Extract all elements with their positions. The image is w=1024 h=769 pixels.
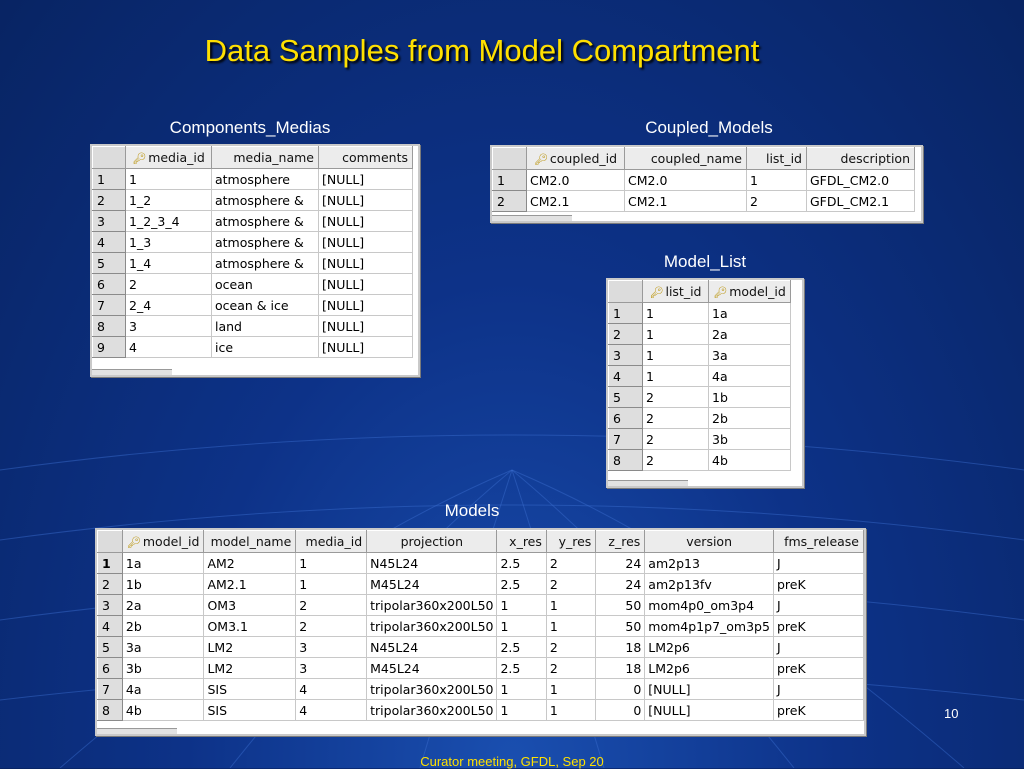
table-cell[interactable]: 50 — [596, 616, 645, 637]
table-cell[interactable]: 2b — [122, 616, 204, 637]
column-header-coupled-name[interactable]: coupled_name — [625, 148, 747, 170]
table-row[interactable] — [98, 679, 864, 700]
table-cell[interactable]: LM2 — [204, 658, 296, 679]
table-cell[interactable]: OM3.1 — [204, 616, 296, 637]
table-row[interactable] — [609, 429, 791, 450]
table-cell[interactable]: [NULL] — [319, 274, 413, 295]
table-cell[interactable]: 1 — [643, 366, 709, 387]
table-cell[interactable]: 1 — [126, 169, 212, 190]
table-cell[interactable]: atmosphere & — [212, 211, 319, 232]
models-window — [95, 528, 866, 736]
row-number[interactable]: 7 — [609, 429, 643, 450]
row-number[interactable]: 5 — [609, 387, 643, 408]
row-number[interactable]: 3 — [609, 345, 643, 366]
row-header-corner[interactable] — [609, 281, 643, 303]
key-icon: 🔑︎ — [649, 286, 664, 299]
result-tab-strip[interactable] — [608, 480, 688, 486]
table-cell[interactable]: 1 — [546, 679, 595, 700]
table-row[interactable] — [93, 316, 413, 337]
table-cell[interactable]: 3b — [122, 658, 204, 679]
table-cell[interactable]: 4a — [709, 366, 791, 387]
table-row[interactable] — [609, 324, 791, 345]
table-cell[interactable]: 2 — [643, 408, 709, 429]
row-number[interactable]: 8 — [98, 700, 123, 721]
key-icon: 🔑︎ — [132, 152, 147, 165]
table-cell[interactable]: 1b — [709, 387, 791, 408]
slide-title: Data Samples from Model Compartment — [204, 33, 760, 68]
column-header-z-res[interactable]: z_res — [596, 531, 645, 553]
table-cell[interactable]: preK — [773, 658, 863, 679]
row-number[interactable]: 7 — [98, 679, 123, 700]
table-cell[interactable]: M45L24 — [367, 574, 497, 595]
table-cell[interactable]: 4 — [296, 679, 367, 700]
table-cell[interactable]: preK — [773, 616, 863, 637]
table-cell[interactable]: [NULL] — [319, 211, 413, 232]
model-list-caption: Model_List — [663, 252, 747, 271]
table-cell[interactable]: am2p13 — [645, 553, 774, 574]
table-cell[interactable]: ice — [212, 337, 319, 358]
result-tab-strip[interactable] — [492, 215, 572, 221]
table-cell[interactable]: 2.5 — [497, 637, 546, 658]
table-cell[interactable]: OM3 — [204, 595, 296, 616]
table-cell[interactable]: 2b — [709, 408, 791, 429]
table-row[interactable] — [98, 700, 864, 721]
page-number: 10 — [944, 706, 959, 721]
table-cell[interactable]: 3 — [296, 658, 367, 679]
table-cell[interactable]: mom4p0_om3p4 — [645, 595, 774, 616]
table-cell[interactable]: 2a — [709, 324, 791, 345]
table-cell[interactable]: SIS — [204, 679, 296, 700]
table-cell[interactable]: 0 — [596, 700, 645, 721]
table-cell[interactable]: AM2 — [204, 553, 296, 574]
table-cell[interactable]: 3a — [122, 637, 204, 658]
coupled-models-table — [492, 147, 915, 212]
table-cell[interactable]: 2 — [296, 616, 367, 637]
row-number[interactable]: 4 — [93, 232, 126, 253]
key-icon: 🔑︎ — [126, 536, 141, 549]
table-cell[interactable]: J — [773, 637, 863, 658]
table-row[interactable] — [98, 595, 864, 616]
row-number[interactable]: 6 — [609, 408, 643, 429]
table-row[interactable] — [93, 190, 413, 211]
table-cell[interactable]: 2 — [546, 574, 595, 595]
components-medias-table — [92, 146, 413, 358]
table-row[interactable] — [93, 337, 413, 358]
row-number[interactable]: 1 — [98, 553, 123, 574]
table-cell[interactable]: 2 — [296, 595, 367, 616]
result-tab-strip[interactable] — [92, 369, 172, 375]
table-row[interactable] — [93, 211, 413, 232]
table-cell[interactable]: 1_3 — [126, 232, 212, 253]
table-cell[interactable]: 3b — [709, 429, 791, 450]
table-cell[interactable]: [NULL] — [319, 316, 413, 337]
components-medias-caption: Components_Medias — [169, 118, 331, 137]
table-cell[interactable]: 4 — [296, 700, 367, 721]
table-cell[interactable]: 4a — [122, 679, 204, 700]
coupled-models-caption: Coupled_Models — [645, 118, 773, 137]
table-cell[interactable]: tripolar360x200L50 — [367, 700, 497, 721]
table-cell[interactable]: 3a — [709, 345, 791, 366]
table-cell[interactable]: 2 — [643, 387, 709, 408]
table-row[interactable] — [609, 303, 791, 324]
table-cell[interactable]: AM2.1 — [204, 574, 296, 595]
table-row[interactable] — [93, 253, 413, 274]
column-header-list-id[interactable]: 🔑︎ list_id — [643, 281, 709, 303]
table-cell[interactable]: LM2p6 — [645, 658, 774, 679]
table-cell[interactable]: 2 — [546, 658, 595, 679]
table-cell[interactable]: 2 — [546, 553, 595, 574]
row-number[interactable]: 1 — [493, 170, 527, 191]
table-cell[interactable]: preK — [773, 574, 863, 595]
table-cell[interactable]: 1 — [643, 345, 709, 366]
column-header-model-id[interactable]: 🔑︎ model_id — [122, 531, 204, 553]
table-cell[interactable]: J — [773, 553, 863, 574]
table-row[interactable] — [98, 637, 864, 658]
key-icon: 🔑︎ — [533, 153, 548, 166]
column-header-media-id[interactable]: media_id — [296, 531, 367, 553]
table-cell[interactable]: GFDL_CM2.1 — [807, 191, 915, 212]
row-number[interactable]: 8 — [609, 450, 643, 471]
row-number[interactable]: 1 — [93, 169, 126, 190]
column-header-model-name[interactable]: model_name — [204, 531, 296, 553]
table-cell[interactable]: CM2.1 — [527, 191, 625, 212]
table-cell[interactable]: LM2p6 — [645, 637, 774, 658]
row-number[interactable]: 5 — [98, 637, 123, 658]
table-cell[interactable]: atmosphere & — [212, 232, 319, 253]
footer-text: Curator meeting, GFDL, Sep 20 — [420, 754, 604, 769]
table-row[interactable] — [609, 366, 791, 387]
coupled-models-window — [490, 145, 923, 223]
table-cell[interactable]: CM2.0 — [625, 170, 747, 191]
table-cell[interactable]: preK — [773, 700, 863, 721]
table-cell[interactable]: 1 — [296, 553, 367, 574]
column-header-x-res[interactable]: x_res — [497, 531, 546, 553]
table-cell[interactable]: N45L24 — [367, 553, 497, 574]
table-cell[interactable]: 3 — [126, 316, 212, 337]
column-header-list-id[interactable]: list_id — [747, 148, 807, 170]
model-list-table — [608, 280, 791, 471]
table-cell[interactable]: tripolar360x200L50 — [367, 679, 497, 700]
table-cell[interactable]: 1 — [643, 324, 709, 345]
table-cell[interactable]: 1_2_3_4 — [126, 211, 212, 232]
column-header-model-id[interactable]: 🔑︎ model_id — [709, 281, 791, 303]
table-cell[interactable]: 18 — [596, 637, 645, 658]
models-caption: Models — [444, 501, 500, 520]
column-header-fms-release[interactable]: fms_release — [773, 531, 863, 553]
table-cell[interactable]: [NULL] — [319, 232, 413, 253]
table-cell[interactable]: CM2.0 — [527, 170, 625, 191]
table-cell[interactable]: 1 — [497, 616, 546, 637]
table-cell[interactable]: 1a — [122, 553, 204, 574]
table-cell[interactable]: M45L24 — [367, 658, 497, 679]
table-cell[interactable]: 2.5 — [497, 574, 546, 595]
table-cell[interactable]: tripolar360x200L50 — [367, 616, 497, 637]
table-cell[interactable]: mom4p1p7_om3p5 — [645, 616, 774, 637]
table-cell[interactable]: 2_4 — [126, 295, 212, 316]
table-cell[interactable]: 1 — [546, 595, 595, 616]
table-cell[interactable]: [NULL] — [319, 190, 413, 211]
column-header-y-res[interactable]: y_res — [546, 531, 595, 553]
row-header-corner[interactable] — [93, 147, 126, 169]
table-cell[interactable]: atmosphere — [212, 169, 319, 190]
table-cell[interactable]: 1a — [709, 303, 791, 324]
row-number[interactable]: 5 — [93, 253, 126, 274]
table-row[interactable] — [93, 169, 413, 190]
row-number[interactable]: 4 — [609, 366, 643, 387]
table-cell[interactable]: am2p13fv — [645, 574, 774, 595]
table-cell[interactable]: 1 — [546, 616, 595, 637]
table-cell[interactable]: 18 — [596, 658, 645, 679]
table-cell[interactable]: tripolar360x200L50 — [367, 595, 497, 616]
table-row[interactable] — [609, 387, 791, 408]
row-number[interactable]: 3 — [98, 595, 123, 616]
column-header-coupled-id[interactable]: 🔑︎ coupled_id — [527, 148, 625, 170]
table-cell[interactable]: 4b — [122, 700, 204, 721]
table-row[interactable] — [98, 574, 864, 595]
table-cell[interactable]: 3 — [296, 637, 367, 658]
row-number[interactable]: 6 — [93, 274, 126, 295]
row-number[interactable]: 2 — [493, 191, 527, 212]
row-header-corner[interactable] — [98, 531, 123, 553]
row-number[interactable]: 9 — [93, 337, 126, 358]
row-number[interactable]: 8 — [93, 316, 126, 337]
table-cell[interactable]: J — [773, 595, 863, 616]
table-cell[interactable]: atmosphere & — [212, 190, 319, 211]
table-row[interactable] — [609, 450, 791, 471]
table-row[interactable] — [98, 553, 864, 574]
row-number[interactable]: 2 — [93, 190, 126, 211]
row-number[interactable]: 1 — [609, 303, 643, 324]
column-header-media-name[interactable]: media_name — [212, 147, 319, 169]
column-header-description[interactable]: description — [807, 148, 915, 170]
table-cell[interactable]: ocean — [212, 274, 319, 295]
table-row[interactable] — [93, 232, 413, 253]
table-cell[interactable]: [NULL] — [319, 169, 413, 190]
row-number[interactable]: 3 — [93, 211, 126, 232]
column-header-version[interactable]: version — [645, 531, 774, 553]
table-cell[interactable]: 1_4 — [126, 253, 212, 274]
table-cell[interactable]: [NULL] — [645, 700, 774, 721]
table-cell[interactable]: ocean & ice — [212, 295, 319, 316]
table-cell[interactable]: 1 — [497, 679, 546, 700]
table-cell[interactable]: 24 — [596, 553, 645, 574]
table-cell[interactable]: SIS — [204, 700, 296, 721]
column-header-media-id[interactable]: 🔑︎ media_id — [126, 147, 212, 169]
table-row[interactable] — [609, 345, 791, 366]
models-table — [97, 530, 864, 721]
model-list-window — [606, 278, 804, 488]
table-cell[interactable]: 1_2 — [126, 190, 212, 211]
table-row[interactable] — [93, 295, 413, 316]
table-cell[interactable]: 1 — [747, 170, 807, 191]
table-cell[interactable]: 1 — [296, 574, 367, 595]
table-row[interactable] — [98, 658, 864, 679]
row-number[interactable]: 6 — [98, 658, 123, 679]
key-icon: 🔑︎ — [713, 286, 728, 299]
table-cell[interactable]: 2 — [643, 429, 709, 450]
table-cell[interactable]: 2a — [122, 595, 204, 616]
table-cell[interactable]: 0 — [596, 679, 645, 700]
table-cell[interactable]: 2.5 — [497, 658, 546, 679]
table-cell[interactable]: 4 — [126, 337, 212, 358]
row-number[interactable]: 4 — [98, 616, 123, 637]
table-row[interactable] — [98, 616, 864, 637]
table-cell[interactable]: [NULL] — [645, 679, 774, 700]
table-cell[interactable]: [NULL] — [319, 253, 413, 274]
table-cell[interactable]: 1 — [643, 303, 709, 324]
table-cell[interactable]: CM2.1 — [625, 191, 747, 212]
table-cell[interactable]: GFDL_CM2.0 — [807, 170, 915, 191]
table-row[interactable] — [493, 170, 915, 191]
table-cell[interactable]: J — [773, 679, 863, 700]
table-cell[interactable]: 4b — [709, 450, 791, 471]
row-number[interactable]: 2 — [609, 324, 643, 345]
row-number[interactable]: 7 — [93, 295, 126, 316]
row-header-corner[interactable] — [493, 148, 527, 170]
column-header-comments[interactable]: comments — [319, 147, 413, 169]
table-cell[interactable]: 2.5 — [497, 553, 546, 574]
table-cell[interactable]: land — [212, 316, 319, 337]
table-cell[interactable]: 1 — [497, 700, 546, 721]
table-cell[interactable]: 2 — [546, 637, 595, 658]
table-cell[interactable]: N45L24 — [367, 637, 497, 658]
table-cell[interactable]: 2 — [643, 450, 709, 471]
table-cell[interactable]: 1b — [122, 574, 204, 595]
table-cell[interactable]: 1 — [546, 700, 595, 721]
table-cell[interactable]: 24 — [596, 574, 645, 595]
column-header-projection[interactable]: projection — [367, 531, 497, 553]
components-medias-window — [90, 144, 420, 377]
table-row[interactable] — [93, 274, 413, 295]
table-row[interactable] — [493, 191, 915, 212]
row-number[interactable]: 2 — [98, 574, 123, 595]
result-tab-strip[interactable] — [97, 728, 177, 734]
table-cell[interactable]: [NULL] — [319, 337, 413, 358]
table-cell[interactable]: 2 — [126, 274, 212, 295]
table-cell[interactable]: 2 — [747, 191, 807, 212]
table-cell[interactable]: LM2 — [204, 637, 296, 658]
table-cell[interactable]: atmosphere & — [212, 253, 319, 274]
table-row[interactable] — [609, 408, 791, 429]
table-cell[interactable]: [NULL] — [319, 295, 413, 316]
table-cell[interactable]: 50 — [596, 595, 645, 616]
table-cell[interactable]: 1 — [497, 595, 546, 616]
